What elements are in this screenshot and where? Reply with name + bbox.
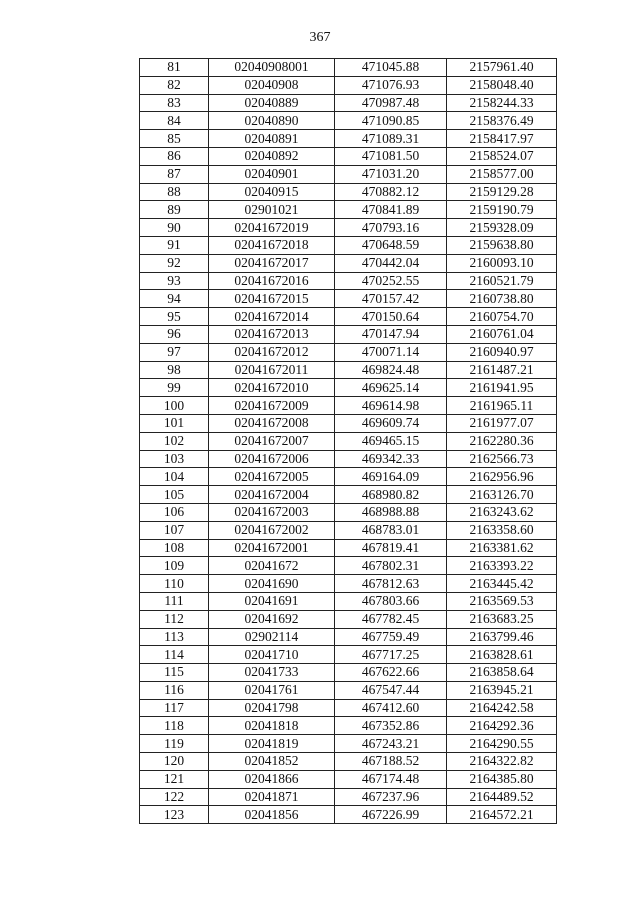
y-coordinate-cell: 2164292.36	[447, 717, 557, 735]
table-row	[140, 59, 557, 77]
y-coordinate-cell: 2160940.97	[447, 343, 557, 361]
x-coordinate-cell: 469465.15	[335, 432, 447, 450]
point-code-cell: 02041852	[209, 753, 335, 771]
y-coordinate-cell: 2159638.80	[447, 236, 557, 254]
y-coordinate-cell: 2164489.52	[447, 788, 557, 806]
y-coordinate-cell: 2163445.42	[447, 575, 557, 593]
row-number-cell: 97	[140, 343, 209, 361]
x-coordinate-cell: 470150.64	[335, 308, 447, 326]
point-code-cell: 02041672004	[209, 486, 335, 504]
y-coordinate-cell: 2164572.21	[447, 806, 557, 824]
point-code-cell: 02040908001	[209, 59, 335, 77]
x-coordinate-cell: 471089.31	[335, 130, 447, 148]
x-coordinate-cell: 468980.82	[335, 486, 447, 504]
y-coordinate-cell: 2158048.40	[447, 76, 557, 94]
point-code-cell: 02041818	[209, 717, 335, 735]
point-code-cell: 02041819	[209, 735, 335, 753]
y-coordinate-cell: 2160521.79	[447, 272, 557, 290]
table-row	[140, 806, 557, 824]
x-coordinate-cell: 470157.42	[335, 290, 447, 308]
point-code-cell: 02040889	[209, 94, 335, 112]
row-number-cell: 121	[140, 770, 209, 788]
x-coordinate-cell: 470793.16	[335, 219, 447, 237]
row-number-cell: 102	[140, 432, 209, 450]
y-coordinate-cell: 2161965.11	[447, 397, 557, 415]
point-code-cell: 02041672013	[209, 325, 335, 343]
row-number-cell: 83	[140, 94, 209, 112]
table-row	[140, 94, 557, 112]
y-coordinate-cell: 2163683.25	[447, 610, 557, 628]
table-row	[140, 130, 557, 148]
point-code-cell: 02041690	[209, 575, 335, 593]
table-row	[140, 735, 557, 753]
row-number-cell: 90	[140, 219, 209, 237]
table-row	[140, 290, 557, 308]
row-number-cell: 114	[140, 646, 209, 664]
row-number-cell: 93	[140, 272, 209, 290]
row-number-cell: 106	[140, 503, 209, 521]
row-number-cell: 87	[140, 165, 209, 183]
x-coordinate-cell: 467819.41	[335, 539, 447, 557]
table-row	[140, 628, 557, 646]
point-code-cell: 02041710	[209, 646, 335, 664]
point-code-cell: 02040908	[209, 76, 335, 94]
row-number-cell: 113	[140, 628, 209, 646]
x-coordinate-cell: 470841.89	[335, 201, 447, 219]
row-number-cell: 99	[140, 379, 209, 397]
y-coordinate-cell: 2160738.80	[447, 290, 557, 308]
table-row	[140, 717, 557, 735]
row-number-cell: 81	[140, 59, 209, 77]
y-coordinate-cell: 2162280.36	[447, 432, 557, 450]
x-coordinate-cell: 467188.52	[335, 753, 447, 771]
x-coordinate-cell: 470252.55	[335, 272, 447, 290]
point-code-cell: 02041672005	[209, 468, 335, 486]
coordinates-table-body	[140, 59, 557, 824]
row-number-cell: 94	[140, 290, 209, 308]
y-coordinate-cell: 2162566.73	[447, 450, 557, 468]
table-row	[140, 503, 557, 521]
coordinates-table	[139, 58, 557, 824]
table-row	[140, 112, 557, 130]
point-code-cell: 02041672010	[209, 379, 335, 397]
x-coordinate-cell: 470147.94	[335, 325, 447, 343]
x-coordinate-cell: 470648.59	[335, 236, 447, 254]
x-coordinate-cell: 467226.99	[335, 806, 447, 824]
page-number: 367	[309, 30, 331, 45]
y-coordinate-cell: 2157961.40	[447, 59, 557, 77]
row-number-cell: 105	[140, 486, 209, 504]
x-coordinate-cell: 467174.48	[335, 770, 447, 788]
table-row	[140, 414, 557, 432]
table-row	[140, 575, 557, 593]
y-coordinate-cell: 2164242.58	[447, 699, 557, 717]
table-row	[140, 272, 557, 290]
table-row	[140, 254, 557, 272]
y-coordinate-cell: 2160754.70	[447, 308, 557, 326]
x-coordinate-cell: 470882.12	[335, 183, 447, 201]
point-code-cell: 02041672008	[209, 414, 335, 432]
table-row	[140, 183, 557, 201]
table-row	[140, 201, 557, 219]
point-code-cell: 02041672009	[209, 397, 335, 415]
row-number-cell: 101	[140, 414, 209, 432]
point-code-cell: 02041672	[209, 557, 335, 575]
row-number-cell: 86	[140, 147, 209, 165]
row-number-cell: 82	[140, 76, 209, 94]
point-code-cell: 02041672018	[209, 236, 335, 254]
y-coordinate-cell: 2161941.95	[447, 379, 557, 397]
x-coordinate-cell: 467412.60	[335, 699, 447, 717]
y-coordinate-cell: 2163126.70	[447, 486, 557, 504]
y-coordinate-cell: 2163858.64	[447, 664, 557, 682]
y-coordinate-cell: 2163799.46	[447, 628, 557, 646]
x-coordinate-cell: 467717.25	[335, 646, 447, 664]
x-coordinate-cell: 467812.63	[335, 575, 447, 593]
row-number-cell: 85	[140, 130, 209, 148]
table-row	[140, 521, 557, 539]
table-row	[140, 343, 557, 361]
row-number-cell: 123	[140, 806, 209, 824]
y-coordinate-cell: 2163569.53	[447, 592, 557, 610]
point-code-cell: 02902114	[209, 628, 335, 646]
point-code-cell: 02041672014	[209, 308, 335, 326]
row-number-cell: 107	[140, 521, 209, 539]
y-coordinate-cell: 2163381.62	[447, 539, 557, 557]
table-row	[140, 770, 557, 788]
x-coordinate-cell: 469614.98	[335, 397, 447, 415]
row-number-cell: 96	[140, 325, 209, 343]
point-code-cell: 02041761	[209, 681, 335, 699]
y-coordinate-cell: 2162956.96	[447, 468, 557, 486]
table-row	[140, 486, 557, 504]
row-number-cell: 92	[140, 254, 209, 272]
x-coordinate-cell: 471031.20	[335, 165, 447, 183]
row-number-cell: 109	[140, 557, 209, 575]
x-coordinate-cell: 470442.04	[335, 254, 447, 272]
table-row	[140, 646, 557, 664]
point-code-cell: 02041798	[209, 699, 335, 717]
x-coordinate-cell: 469609.74	[335, 414, 447, 432]
table-row	[140, 753, 557, 771]
point-code-cell: 02041672015	[209, 290, 335, 308]
point-code-cell: 02041672017	[209, 254, 335, 272]
row-number-cell: 88	[140, 183, 209, 201]
y-coordinate-cell: 2163945.21	[447, 681, 557, 699]
y-coordinate-cell: 2164290.55	[447, 735, 557, 753]
point-code-cell: 02041672016	[209, 272, 335, 290]
table-row	[140, 76, 557, 94]
table-row	[140, 236, 557, 254]
y-coordinate-cell: 2158577.00	[447, 165, 557, 183]
point-code-cell: 02041733	[209, 664, 335, 682]
point-code-cell: 02041672006	[209, 450, 335, 468]
y-coordinate-cell: 2158244.33	[447, 94, 557, 112]
table-row	[140, 610, 557, 628]
point-code-cell: 02901021	[209, 201, 335, 219]
x-coordinate-cell: 467622.66	[335, 664, 447, 682]
x-coordinate-cell: 467759.49	[335, 628, 447, 646]
point-code-cell: 02040892	[209, 147, 335, 165]
table-row	[140, 397, 557, 415]
x-coordinate-cell: 467803.66	[335, 592, 447, 610]
table-row	[140, 165, 557, 183]
table-row	[140, 432, 557, 450]
point-code-cell: 02041856	[209, 806, 335, 824]
point-code-cell: 02041672007	[209, 432, 335, 450]
y-coordinate-cell: 2164322.82	[447, 753, 557, 771]
table-row	[140, 325, 557, 343]
x-coordinate-cell: 467352.86	[335, 717, 447, 735]
table-row	[140, 379, 557, 397]
y-coordinate-cell: 2160093.10	[447, 254, 557, 272]
row-number-cell: 98	[140, 361, 209, 379]
y-coordinate-cell: 2158417.97	[447, 130, 557, 148]
point-code-cell: 02040915	[209, 183, 335, 201]
y-coordinate-cell: 2164385.80	[447, 770, 557, 788]
y-coordinate-cell: 2163358.60	[447, 521, 557, 539]
row-number-cell: 117	[140, 699, 209, 717]
point-code-cell: 02041672011	[209, 361, 335, 379]
row-number-cell: 110	[140, 575, 209, 593]
x-coordinate-cell: 468783.01	[335, 521, 447, 539]
x-coordinate-cell: 468988.88	[335, 503, 447, 521]
x-coordinate-cell: 470071.14	[335, 343, 447, 361]
point-code-cell: 02041672003	[209, 503, 335, 521]
x-coordinate-cell: 471076.93	[335, 76, 447, 94]
row-number-cell: 111	[140, 592, 209, 610]
x-coordinate-cell: 467547.44	[335, 681, 447, 699]
x-coordinate-cell: 471090.85	[335, 112, 447, 130]
point-code-cell: 02041672001	[209, 539, 335, 557]
y-coordinate-cell: 2161977.07	[447, 414, 557, 432]
point-code-cell: 02040890	[209, 112, 335, 130]
table-row	[140, 681, 557, 699]
table-row	[140, 664, 557, 682]
point-code-cell: 02041691	[209, 592, 335, 610]
row-number-cell: 108	[140, 539, 209, 557]
table-row	[140, 147, 557, 165]
x-coordinate-cell: 469625.14	[335, 379, 447, 397]
table-row	[140, 361, 557, 379]
table-row	[140, 699, 557, 717]
x-coordinate-cell: 471045.88	[335, 59, 447, 77]
point-code-cell: 02040901	[209, 165, 335, 183]
row-number-cell: 116	[140, 681, 209, 699]
row-number-cell: 95	[140, 308, 209, 326]
row-number-cell: 112	[140, 610, 209, 628]
table-row	[140, 557, 557, 575]
x-coordinate-cell: 467243.21	[335, 735, 447, 753]
y-coordinate-cell: 2159129.28	[447, 183, 557, 201]
x-coordinate-cell: 467802.31	[335, 557, 447, 575]
point-code-cell: 02040891	[209, 130, 335, 148]
y-coordinate-cell: 2163393.22	[447, 557, 557, 575]
row-number-cell: 119	[140, 735, 209, 753]
y-coordinate-cell: 2159190.79	[447, 201, 557, 219]
table-row	[140, 308, 557, 326]
y-coordinate-cell: 2159328.09	[447, 219, 557, 237]
point-code-cell: 02041866	[209, 770, 335, 788]
table-row	[140, 450, 557, 468]
point-code-cell: 02041672019	[209, 219, 335, 237]
row-number-cell: 120	[140, 753, 209, 771]
row-number-cell: 84	[140, 112, 209, 130]
x-coordinate-cell: 467237.96	[335, 788, 447, 806]
point-code-cell: 02041692	[209, 610, 335, 628]
row-number-cell: 104	[140, 468, 209, 486]
row-number-cell: 118	[140, 717, 209, 735]
row-number-cell: 91	[140, 236, 209, 254]
x-coordinate-cell: 471081.50	[335, 147, 447, 165]
x-coordinate-cell: 469824.48	[335, 361, 447, 379]
x-coordinate-cell: 470987.48	[335, 94, 447, 112]
row-number-cell: 103	[140, 450, 209, 468]
point-code-cell: 02041672002	[209, 521, 335, 539]
y-coordinate-cell: 2163828.61	[447, 646, 557, 664]
table-row	[140, 539, 557, 557]
y-coordinate-cell: 2160761.04	[447, 325, 557, 343]
x-coordinate-cell: 467782.45	[335, 610, 447, 628]
y-coordinate-cell: 2163243.62	[447, 503, 557, 521]
y-coordinate-cell: 2158524.07	[447, 147, 557, 165]
row-number-cell: 115	[140, 664, 209, 682]
row-number-cell: 89	[140, 201, 209, 219]
point-code-cell: 02041871	[209, 788, 335, 806]
x-coordinate-cell: 469164.09	[335, 468, 447, 486]
point-code-cell: 02041672012	[209, 343, 335, 361]
table-row	[140, 219, 557, 237]
row-number-cell: 122	[140, 788, 209, 806]
table-row	[140, 592, 557, 610]
y-coordinate-cell: 2161487.21	[447, 361, 557, 379]
table-row	[140, 468, 557, 486]
x-coordinate-cell: 469342.33	[335, 450, 447, 468]
table-row	[140, 788, 557, 806]
row-number-cell: 100	[140, 397, 209, 415]
y-coordinate-cell: 2158376.49	[447, 112, 557, 130]
